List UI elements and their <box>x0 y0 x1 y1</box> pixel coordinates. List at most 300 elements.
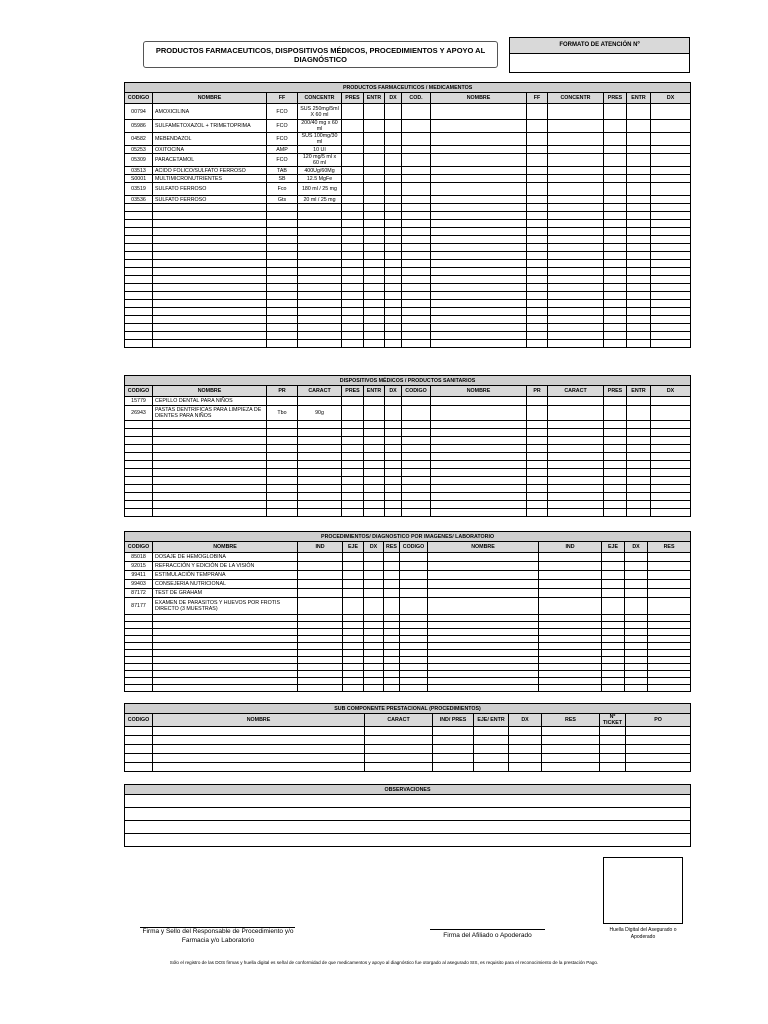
empty-cell[interactable] <box>602 636 625 643</box>
empty-cell[interactable] <box>364 260 385 268</box>
empty-cell[interactable] <box>648 571 691 580</box>
empty-cell[interactable] <box>627 236 651 244</box>
empty-cell[interactable] <box>539 636 602 643</box>
empty-cell[interactable] <box>604 220 627 228</box>
empty-cell[interactable] <box>625 671 648 678</box>
empty-cell[interactable] <box>539 650 602 657</box>
empty-cell[interactable] <box>267 469 298 477</box>
empty-cell[interactable] <box>548 324 604 332</box>
empty-cell[interactable] <box>527 477 548 485</box>
empty-cell[interactable] <box>343 589 364 598</box>
empty-cell[interactable] <box>125 622 153 629</box>
empty-cell[interactable] <box>153 493 267 501</box>
empty-cell[interactable] <box>364 453 385 461</box>
empty-cell[interactable] <box>402 437 431 445</box>
empty-cell[interactable] <box>604 406 627 421</box>
empty-cell[interactable] <box>364 664 384 671</box>
empty-cell[interactable] <box>400 622 428 629</box>
empty-cell[interactable] <box>604 167 627 175</box>
empty-cell[interactable] <box>548 300 604 308</box>
empty-cell[interactable] <box>509 763 542 772</box>
empty-cell[interactable] <box>651 453 691 461</box>
empty-cell[interactable] <box>125 228 153 236</box>
empty-cell[interactable] <box>431 260 527 268</box>
empty-cell[interactable] <box>267 493 298 501</box>
empty-cell[interactable] <box>298 228 342 236</box>
empty-cell[interactable] <box>364 650 384 657</box>
empty-cell[interactable] <box>548 244 604 252</box>
empty-cell[interactable] <box>402 260 431 268</box>
empty-cell[interactable] <box>342 340 364 348</box>
empty-cell[interactable] <box>539 615 602 622</box>
empty-cell[interactable] <box>651 228 691 236</box>
empty-cell[interactable] <box>298 553 343 562</box>
empty-cell[interactable] <box>428 571 539 580</box>
empty-cell[interactable] <box>431 146 527 154</box>
empty-cell[interactable] <box>125 236 153 244</box>
empty-cell[interactable] <box>125 501 153 509</box>
empty-cell[interactable] <box>428 598 539 615</box>
empty-cell[interactable] <box>431 300 527 308</box>
empty-cell[interactable] <box>651 332 691 340</box>
empty-cell[interactable] <box>509 745 542 754</box>
empty-cell[interactable] <box>527 204 548 212</box>
empty-cell[interactable] <box>400 685 428 692</box>
empty-cell[interactable] <box>548 268 604 276</box>
empty-cell[interactable] <box>527 276 548 284</box>
empty-cell[interactable] <box>267 421 298 429</box>
empty-cell[interactable] <box>364 615 384 622</box>
empty-cell[interactable] <box>651 316 691 324</box>
empty-cell[interactable] <box>400 589 428 598</box>
empty-cell[interactable] <box>402 406 431 421</box>
empty-cell[interactable] <box>474 763 509 772</box>
empty-cell[interactable] <box>298 220 342 228</box>
empty-cell[interactable] <box>400 664 428 671</box>
empty-cell[interactable] <box>384 571 400 580</box>
empty-cell[interactable] <box>433 763 474 772</box>
empty-cell[interactable] <box>364 183 385 196</box>
empty-cell[interactable] <box>627 445 651 453</box>
empty-cell[interactable] <box>539 562 602 571</box>
empty-cell[interactable] <box>385 204 402 212</box>
empty-cell[interactable] <box>385 104 402 120</box>
empty-cell[interactable] <box>648 678 691 685</box>
empty-cell[interactable] <box>125 629 153 636</box>
empty-cell[interactable] <box>402 485 431 493</box>
empty-cell[interactable] <box>342 146 364 154</box>
empty-cell[interactable] <box>125 220 153 228</box>
empty-cell[interactable] <box>600 736 626 745</box>
empty-cell[interactable] <box>651 244 691 252</box>
empty-cell[interactable] <box>125 421 153 429</box>
empty-cell[interactable] <box>385 212 402 220</box>
empty-cell[interactable] <box>153 324 267 332</box>
empty-cell[interactable] <box>343 553 364 562</box>
empty-cell[interactable] <box>627 324 651 332</box>
empty-cell[interactable] <box>153 678 298 685</box>
empty-cell[interactable] <box>153 445 267 453</box>
empty-cell[interactable] <box>365 736 433 745</box>
empty-cell[interactable] <box>651 300 691 308</box>
empty-cell[interactable] <box>342 183 364 196</box>
empty-cell[interactable] <box>548 175 604 183</box>
empty-cell[interactable] <box>125 727 153 736</box>
empty-cell[interactable] <box>342 445 364 453</box>
empty-cell[interactable] <box>431 477 527 485</box>
empty-cell[interactable] <box>402 252 431 260</box>
empty-cell[interactable] <box>651 493 691 501</box>
empty-cell[interactable] <box>400 671 428 678</box>
empty-cell[interactable] <box>527 308 548 316</box>
empty-cell[interactable] <box>342 324 364 332</box>
empty-cell[interactable] <box>431 175 527 183</box>
empty-cell[interactable] <box>527 437 548 445</box>
empty-cell[interactable] <box>267 477 298 485</box>
empty-cell[interactable] <box>298 445 342 453</box>
empty-cell[interactable] <box>627 453 651 461</box>
empty-cell[interactable] <box>548 406 604 421</box>
empty-cell[interactable] <box>527 260 548 268</box>
empty-cell[interactable] <box>364 220 385 228</box>
empty-cell[interactable] <box>385 324 402 332</box>
empty-cell[interactable] <box>548 437 604 445</box>
empty-cell[interactable] <box>384 580 400 589</box>
empty-cell[interactable] <box>342 284 364 292</box>
empty-cell[interactable] <box>402 236 431 244</box>
empty-cell[interactable] <box>384 664 400 671</box>
empty-cell[interactable] <box>364 167 385 175</box>
empty-cell[interactable] <box>539 671 602 678</box>
empty-cell[interactable] <box>539 622 602 629</box>
empty-cell[interactable] <box>651 445 691 453</box>
empty-cell[interactable] <box>364 571 384 580</box>
empty-cell[interactable] <box>402 324 431 332</box>
empty-cell[interactable] <box>542 736 600 745</box>
empty-cell[interactable] <box>539 664 602 671</box>
empty-cell[interactable] <box>364 469 385 477</box>
empty-cell[interactable] <box>343 650 364 657</box>
empty-cell[interactable] <box>402 453 431 461</box>
empty-cell[interactable] <box>626 745 691 754</box>
empty-cell[interactable] <box>527 461 548 469</box>
empty-cell[interactable] <box>298 316 342 324</box>
empty-cell[interactable] <box>125 754 153 763</box>
empty-cell[interactable] <box>648 643 691 650</box>
empty-cell[interactable] <box>648 636 691 643</box>
empty-cell[interactable] <box>364 244 385 252</box>
empty-cell[interactable] <box>548 485 604 493</box>
empty-cell[interactable] <box>384 685 400 692</box>
empty-cell[interactable] <box>651 340 691 348</box>
empty-cell[interactable] <box>125 276 153 284</box>
empty-cell[interactable] <box>431 469 527 477</box>
empty-cell[interactable] <box>527 196 548 204</box>
empty-cell[interactable] <box>626 763 691 772</box>
empty-cell[interactable] <box>125 821 691 834</box>
empty-cell[interactable] <box>542 727 600 736</box>
empty-cell[interactable] <box>651 204 691 212</box>
empty-cell[interactable] <box>604 469 627 477</box>
empty-cell[interactable] <box>385 292 402 300</box>
empty-cell[interactable] <box>298 292 342 300</box>
empty-cell[interactable] <box>125 437 153 445</box>
empty-cell[interactable] <box>548 196 604 204</box>
empty-cell[interactable] <box>625 685 648 692</box>
empty-cell[interactable] <box>153 763 365 772</box>
empty-cell[interactable] <box>400 657 428 664</box>
empty-cell[interactable] <box>604 175 627 183</box>
empty-cell[interactable] <box>385 146 402 154</box>
empty-cell[interactable] <box>627 276 651 284</box>
empty-cell[interactable] <box>402 146 431 154</box>
empty-cell[interactable] <box>648 615 691 622</box>
empty-cell[interactable] <box>548 340 604 348</box>
empty-cell[interactable] <box>625 664 648 671</box>
empty-cell[interactable] <box>539 571 602 580</box>
empty-cell[interactable] <box>428 650 539 657</box>
empty-cell[interactable] <box>385 244 402 252</box>
empty-cell[interactable] <box>364 146 385 154</box>
empty-cell[interactable] <box>267 445 298 453</box>
empty-cell[interactable] <box>627 146 651 154</box>
empty-cell[interactable] <box>125 244 153 252</box>
empty-cell[interactable] <box>153 340 267 348</box>
empty-cell[interactable] <box>298 636 343 643</box>
empty-cell[interactable] <box>343 636 364 643</box>
empty-cell[interactable] <box>548 183 604 196</box>
empty-cell[interactable] <box>548 154 604 167</box>
empty-cell[interactable] <box>627 196 651 204</box>
empty-cell[interactable] <box>125 453 153 461</box>
empty-cell[interactable] <box>651 146 691 154</box>
empty-cell[interactable] <box>298 324 342 332</box>
empty-cell[interactable] <box>627 244 651 252</box>
empty-cell[interactable] <box>600 763 626 772</box>
empty-cell[interactable] <box>385 300 402 308</box>
empty-cell[interactable] <box>364 437 385 445</box>
empty-cell[interactable] <box>651 104 691 120</box>
empty-cell[interactable] <box>153 268 267 276</box>
empty-cell[interactable] <box>400 580 428 589</box>
empty-cell[interactable] <box>153 284 267 292</box>
empty-cell[interactable] <box>602 643 625 650</box>
empty-cell[interactable] <box>527 501 548 509</box>
empty-cell[interactable] <box>125 252 153 260</box>
empty-cell[interactable] <box>627 268 651 276</box>
empty-cell[interactable] <box>342 406 364 421</box>
empty-cell[interactable] <box>651 268 691 276</box>
empty-cell[interactable] <box>604 509 627 517</box>
empty-cell[interactable] <box>125 445 153 453</box>
empty-cell[interactable] <box>342 104 364 120</box>
empty-cell[interactable] <box>364 133 385 146</box>
empty-cell[interactable] <box>625 571 648 580</box>
empty-cell[interactable] <box>342 268 364 276</box>
empty-cell[interactable] <box>527 292 548 300</box>
empty-cell[interactable] <box>342 397 364 406</box>
empty-cell[interactable] <box>125 808 691 821</box>
empty-cell[interactable] <box>364 316 385 324</box>
empty-cell[interactable] <box>431 183 527 196</box>
empty-cell[interactable] <box>431 453 527 461</box>
empty-cell[interactable] <box>428 636 539 643</box>
empty-cell[interactable] <box>125 664 153 671</box>
empty-cell[interactable] <box>125 685 153 692</box>
empty-cell[interactable] <box>600 754 626 763</box>
empty-cell[interactable] <box>125 324 153 332</box>
empty-cell[interactable] <box>604 332 627 340</box>
empty-cell[interactable] <box>651 397 691 406</box>
empty-cell[interactable] <box>602 598 625 615</box>
empty-cell[interactable] <box>402 268 431 276</box>
empty-cell[interactable] <box>431 316 527 324</box>
empty-cell[interactable] <box>298 469 342 477</box>
empty-cell[interactable] <box>298 657 343 664</box>
empty-cell[interactable] <box>542 754 600 763</box>
empty-cell[interactable] <box>385 332 402 340</box>
empty-cell[interactable] <box>385 437 402 445</box>
empty-cell[interactable] <box>385 421 402 429</box>
empty-cell[interactable] <box>125 650 153 657</box>
empty-cell[interactable] <box>627 133 651 146</box>
empty-cell[interactable] <box>364 300 385 308</box>
empty-cell[interactable] <box>384 636 400 643</box>
empty-cell[interactable] <box>400 678 428 685</box>
empty-cell[interactable] <box>604 244 627 252</box>
empty-cell[interactable] <box>431 252 527 260</box>
empty-cell[interactable] <box>153 469 267 477</box>
empty-cell[interactable] <box>651 308 691 316</box>
empty-cell[interactable] <box>298 650 343 657</box>
empty-cell[interactable] <box>342 204 364 212</box>
empty-cell[interactable] <box>342 485 364 493</box>
empty-cell[interactable] <box>400 629 428 636</box>
empty-cell[interactable] <box>651 469 691 477</box>
empty-cell[interactable] <box>384 629 400 636</box>
empty-cell[interactable] <box>400 598 428 615</box>
empty-cell[interactable] <box>539 678 602 685</box>
empty-cell[interactable] <box>602 622 625 629</box>
empty-cell[interactable] <box>125 300 153 308</box>
empty-cell[interactable] <box>648 562 691 571</box>
empty-cell[interactable] <box>548 167 604 175</box>
empty-cell[interactable] <box>626 727 691 736</box>
empty-cell[interactable] <box>364 104 385 120</box>
empty-cell[interactable] <box>298 664 343 671</box>
empty-cell[interactable] <box>527 485 548 493</box>
empty-cell[interactable] <box>153 212 267 220</box>
empty-cell[interactable] <box>431 501 527 509</box>
empty-cell[interactable] <box>364 643 384 650</box>
empty-cell[interactable] <box>342 429 364 437</box>
empty-cell[interactable] <box>343 622 364 629</box>
empty-cell[interactable] <box>602 615 625 622</box>
empty-cell[interactable] <box>648 629 691 636</box>
empty-cell[interactable] <box>548 120 604 133</box>
empty-cell[interactable] <box>298 421 342 429</box>
empty-cell[interactable] <box>651 324 691 332</box>
empty-cell[interactable] <box>298 622 343 629</box>
empty-cell[interactable] <box>604 453 627 461</box>
empty-cell[interactable] <box>627 120 651 133</box>
empty-cell[interactable] <box>626 754 691 763</box>
empty-cell[interactable] <box>153 292 267 300</box>
empty-cell[interactable] <box>125 485 153 493</box>
empty-cell[interactable] <box>343 678 364 685</box>
empty-cell[interactable] <box>364 284 385 292</box>
empty-cell[interactable] <box>153 615 298 622</box>
empty-cell[interactable] <box>527 324 548 332</box>
empty-cell[interactable] <box>428 643 539 650</box>
empty-cell[interactable] <box>548 509 604 517</box>
empty-cell[interactable] <box>527 236 548 244</box>
empty-cell[interactable] <box>385 453 402 461</box>
empty-cell[interactable] <box>651 477 691 485</box>
empty-cell[interactable] <box>364 212 385 220</box>
empty-cell[interactable] <box>384 589 400 598</box>
empty-cell[interactable] <box>539 629 602 636</box>
empty-cell[interactable] <box>385 469 402 477</box>
empty-cell[interactable] <box>602 562 625 571</box>
empty-cell[interactable] <box>343 580 364 589</box>
empty-cell[interactable] <box>298 212 342 220</box>
empty-cell[interactable] <box>298 678 343 685</box>
empty-cell[interactable] <box>548 397 604 406</box>
empty-cell[interactable] <box>343 571 364 580</box>
empty-cell[interactable] <box>385 316 402 324</box>
empty-cell[interactable] <box>364 429 385 437</box>
empty-cell[interactable] <box>342 228 364 236</box>
empty-cell[interactable] <box>604 183 627 196</box>
empty-cell[interactable] <box>627 316 651 324</box>
empty-cell[interactable] <box>604 421 627 429</box>
empty-cell[interactable] <box>298 589 343 598</box>
empty-cell[interactable] <box>600 745 626 754</box>
empty-cell[interactable] <box>428 678 539 685</box>
empty-cell[interactable] <box>153 745 365 754</box>
empty-cell[interactable] <box>364 598 384 615</box>
empty-cell[interactable] <box>298 485 342 493</box>
empty-cell[interactable] <box>604 120 627 133</box>
empty-cell[interactable] <box>509 727 542 736</box>
empty-cell[interactable] <box>298 562 343 571</box>
empty-cell[interactable] <box>431 406 527 421</box>
empty-cell[interactable] <box>431 196 527 204</box>
empty-cell[interactable] <box>627 437 651 445</box>
empty-cell[interactable] <box>153 236 267 244</box>
empty-cell[interactable] <box>298 260 342 268</box>
empty-cell[interactable] <box>651 175 691 183</box>
empty-cell[interactable] <box>364 324 385 332</box>
empty-cell[interactable] <box>385 493 402 501</box>
empty-cell[interactable] <box>604 445 627 453</box>
empty-cell[interactable] <box>267 332 298 340</box>
empty-cell[interactable] <box>509 736 542 745</box>
empty-cell[interactable] <box>125 493 153 501</box>
empty-cell[interactable] <box>342 461 364 469</box>
empty-cell[interactable] <box>627 429 651 437</box>
empty-cell[interactable] <box>627 340 651 348</box>
empty-cell[interactable] <box>431 228 527 236</box>
empty-cell[interactable] <box>604 204 627 212</box>
empty-cell[interactable] <box>364 509 385 517</box>
empty-cell[interactable] <box>364 154 385 167</box>
empty-cell[interactable] <box>343 671 364 678</box>
empty-cell[interactable] <box>527 421 548 429</box>
empty-cell[interactable] <box>364 236 385 244</box>
empty-cell[interactable] <box>364 622 384 629</box>
